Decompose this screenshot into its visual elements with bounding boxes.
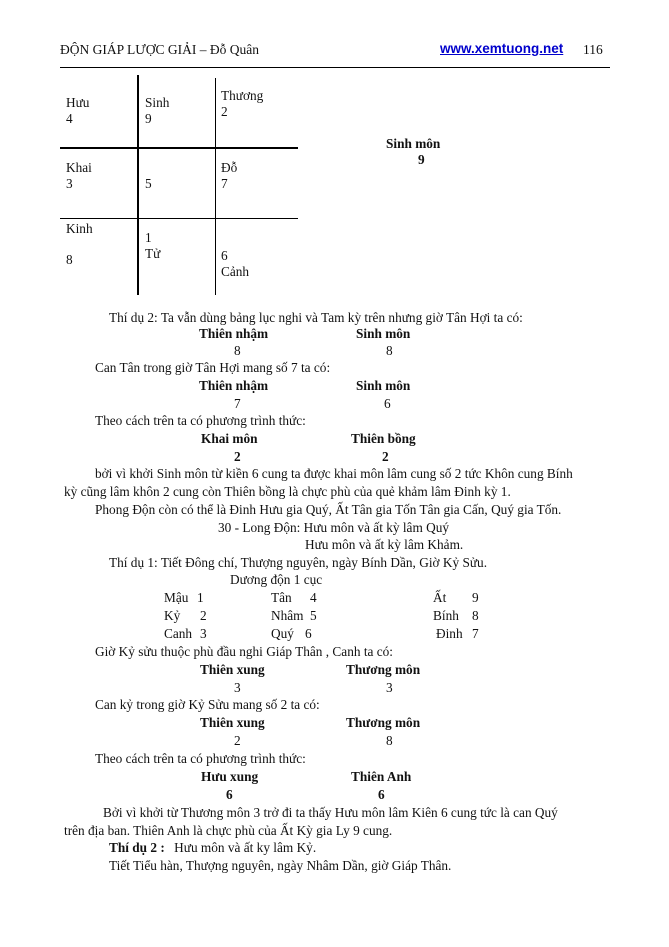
paragraph: Thí dụ 2: Ta vẫn dùng bảng lục nghi và Tam kỳ trên nhưng giờ Tân Hợi ta có: <box>109 310 523 325</box>
example-label: Thí dụ 2 : <box>109 840 165 855</box>
cuc-val: 2 <box>200 608 207 623</box>
eq-left-num: 6 <box>226 787 233 802</box>
eq-left-label: Thiên nhậm <box>199 326 269 341</box>
eq-right-label: Thương môn <box>346 662 421 677</box>
eq-left-label: Thiên xung <box>200 662 265 677</box>
eq-left-num: 8 <box>234 343 241 358</box>
cell-num: 2 <box>221 104 228 119</box>
grid-vline-thin <box>215 78 216 295</box>
cell-name: Thương <box>221 88 264 103</box>
paragraph: Can kỷ trong giờ Kỷ Sửu mang số 2 ta có: <box>95 697 320 712</box>
cuc-val: 3 <box>200 626 207 641</box>
eq-right-num: 6 <box>378 787 385 802</box>
running-header-title: ĐỘN GIÁP LƯỢC GIẢI – Đỗ Quân <box>60 42 259 57</box>
eq-left-num: 3 <box>234 680 241 695</box>
side-label-title: Sinh môn <box>386 136 441 151</box>
cell-num: 5 <box>145 176 152 191</box>
cuc-key: Ất <box>433 590 447 605</box>
page-number: 116 <box>583 42 603 57</box>
grid-cell <box>145 230 160 262</box>
paragraph: Thí dụ 1: Tiết Đông chí, Thượng nguyên, ngày Bính Dần, Giờ Kỷ Sửu. <box>109 555 488 570</box>
grid-cell <box>221 160 237 192</box>
cuc-val: 4 <box>310 590 317 605</box>
example-line <box>109 840 316 856</box>
paragraph: Tiết Tiểu hàn, Thượng nguyên, ngày Nhâm Dần, giờ Giáp Thân. <box>109 858 452 873</box>
cuc-val: 7 <box>472 626 479 641</box>
paragraph: Giờ Kỷ sửu thuộc phù đầu nghi Giáp Thân , Canh ta có: <box>95 644 393 659</box>
grid-hline-thick <box>60 147 298 149</box>
cell-num: 4 <box>66 111 73 126</box>
cell-num: 7 <box>221 176 228 191</box>
cuc-val: 1 <box>197 590 204 605</box>
cuc-key: Đinh <box>436 626 463 641</box>
example-text: Hưu môn và ất ky lâm Kỷ. <box>174 840 317 855</box>
cell-num: 9 <box>145 111 152 126</box>
cuc-val: 6 <box>305 626 312 641</box>
grid-cell <box>221 248 249 280</box>
eq-right-num: 8 <box>386 343 393 358</box>
eq-right-label: Thương môn <box>346 715 421 730</box>
eq-right-label: Sinh môn <box>356 378 411 393</box>
eq-right-num: 8 <box>386 733 393 748</box>
cuc-key: Tân <box>271 590 292 605</box>
cell-name: Hưu <box>66 95 90 110</box>
eq-right-num: 6 <box>384 396 391 411</box>
eq-left-label: Hưu xung <box>201 769 259 784</box>
grid-cell <box>145 176 152 192</box>
cell-num: 3 <box>66 176 73 191</box>
paragraph: trên địa ban. Thiên Anh là chực phù của Ất Kỳ gia Ly 9 cung. <box>64 823 393 838</box>
paragraph: Bởi vì khởi từ Thương môn 3 trở đi ta thấy Hưu môn lâm Kiên 6 cung tức là can Quý <box>103 805 558 820</box>
grid-cell <box>221 88 263 120</box>
paragraph: bởi vì khởi Sinh môn từ kiền 6 cung ta được khai môn lâm cung số 2 tức Khôn cung Bính <box>95 466 573 481</box>
eq-left-label: Thiên xung <box>200 715 265 730</box>
cuc-key: Canh <box>164 626 193 641</box>
paragraph: kỳ cũng lâm khôn 2 cung còn Thiên bồng là chực phù của quẻ khảm lâm Đinh kỳ 1. <box>64 484 511 499</box>
cuc-key: Bính <box>433 608 459 623</box>
grid-hline-thin <box>60 218 298 219</box>
cell-name: Khai <box>66 160 92 175</box>
eq-right-label: Sinh môn <box>356 326 411 341</box>
cell-name: Kinh <box>66 221 93 236</box>
cuc-heading: Dương độn 1 cục <box>230 572 323 587</box>
paragraph: Theo cách trên ta có phương trình thức: <box>95 413 306 428</box>
cuc-key: Kỷ <box>164 608 181 623</box>
eq-left-num: 2 <box>234 733 241 748</box>
side-label-num: 9 <box>418 152 425 167</box>
eq-left-num: 2 <box>234 449 241 464</box>
grid-cell <box>66 160 92 192</box>
cell-num: 8 <box>66 252 73 267</box>
cuc-key: Quý <box>271 626 294 641</box>
cuc-key: Mậu <box>164 590 189 605</box>
cuc-val: 8 <box>472 608 479 623</box>
website-link[interactable]: www.xemtuong.net <box>440 41 564 56</box>
cell-name: Tử <box>145 246 161 261</box>
cuc-key: Nhâm <box>271 608 304 623</box>
cuc-val: 9 <box>472 590 479 605</box>
eq-left-num: 7 <box>234 396 241 411</box>
paragraph: Can Tân trong giờ Tân Hợi mang số 7 ta có: <box>95 360 331 375</box>
grid-cell <box>66 95 89 127</box>
grid-cell <box>66 221 93 268</box>
cell-name: Sinh <box>145 95 170 110</box>
paragraph: Theo cách trên ta có phương trình thức: <box>95 751 306 766</box>
eq-left-label: Thiên nhậm <box>199 378 269 393</box>
grid-cell <box>145 95 169 127</box>
cell-name: Cảnh <box>221 264 250 279</box>
eq-right-label: Thiên bồng <box>351 431 416 446</box>
cell-num: 6 <box>221 248 228 263</box>
cell-num: 1 <box>145 230 152 245</box>
grid-vline-thick <box>137 75 139 295</box>
eq-right-label: Thiên Anh <box>351 769 412 784</box>
eq-left-label: Khai môn <box>201 431 258 446</box>
eq-right-num: 2 <box>382 449 389 464</box>
cuc-val: 5 <box>310 608 317 623</box>
section-heading-line2: Hưu môn và ất kỳ lâm Khảm. <box>305 537 464 552</box>
eq-right-num: 3 <box>386 680 393 695</box>
header-rule <box>60 67 610 68</box>
section-heading: 30 - Long Độn: Hưu môn và ất kỳ lâm Quý <box>218 520 450 535</box>
cell-name: Đỗ <box>221 160 238 175</box>
paragraph: Phong Độn còn có thể là Đinh Hưu gia Quý, Ất Tân gia Tốn Tân gia Cấn, Quý gia Tốn. <box>95 502 562 517</box>
